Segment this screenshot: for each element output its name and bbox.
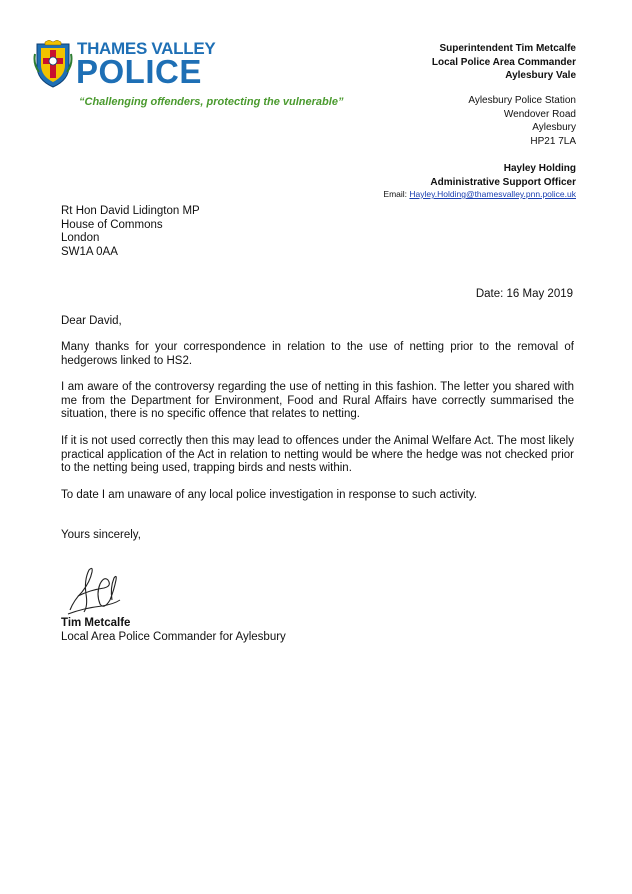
sender-block — [432, 42, 576, 83]
signer-name: Tim Metcalfe — [61, 617, 131, 629]
contact-role: Administrative Support Officer — [430, 176, 576, 188]
contact-name: Hayley Holding — [503, 163, 576, 174]
sender-name: Superintendent Tim Metcalfe — [439, 43, 576, 54]
body-paragraph: To date I am unaware of any local police investigation in response to such activity. — [61, 489, 477, 501]
contact-email-row — [383, 189, 576, 199]
recipient-line: Rt Hon David Lidington MP — [61, 205, 200, 217]
recipient-line: House of Commons — [61, 218, 163, 231]
police-crest-icon — [33, 40, 73, 90]
sender-area: Aylesbury Vale — [505, 70, 576, 81]
signer-title: Local Area Police Commander for Aylesbury — [61, 631, 286, 643]
organisation-name-line1: THAMES VALLEY — [77, 39, 216, 58]
email-link[interactable]: Hayley.Holding@thamesvalley.pnn.police.uk — [409, 189, 576, 199]
email-label: Email: — [383, 189, 408, 199]
body-paragraph: Many thanks for your correspondence in relation to the use of netting prior to the removal of hedgerows linked to HS2. — [61, 341, 574, 367]
body-paragraph: I am aware of the controversy regarding the use of netting in this fashion. The letter you shared with me from the Department for Environment, Food and Rural Affairs have correctly summarised the situation, there is no specific offence that relates to netting. — [61, 381, 574, 421]
recipient-address — [61, 205, 200, 259]
address-line: Aylesbury Police Station — [468, 95, 576, 106]
address-line: HP21 7LA — [530, 135, 576, 147]
handwritten-signature — [64, 560, 124, 618]
organisation-name-line2: POLICE — [76, 53, 202, 90]
closing: Yours sincerely, — [61, 529, 141, 541]
organisation-tagline: “Challenging offenders, protecting the vulnerable” — [79, 96, 344, 108]
letter-date: Date: 16 May 2019 — [475, 288, 573, 300]
address-line: Aylesbury — [532, 122, 576, 133]
contact-block — [430, 162, 576, 189]
address-line: Wendover Road — [503, 108, 576, 120]
sender-address — [468, 94, 576, 148]
recipient-line: London — [61, 232, 100, 245]
body-paragraph: If it is not used correctly then this may lead to offences under the Animal Welfare Act. The most likely practical application of the Act in relation to netting would be where the hedge was not checked prior to the netting being used, trapping birds and nests within. — [61, 435, 574, 475]
sender-role: Local Police Area Commander — [431, 56, 576, 68]
salutation: Dear David, — [61, 315, 122, 327]
recipient-line: SW1A 0AA — [61, 245, 118, 258]
